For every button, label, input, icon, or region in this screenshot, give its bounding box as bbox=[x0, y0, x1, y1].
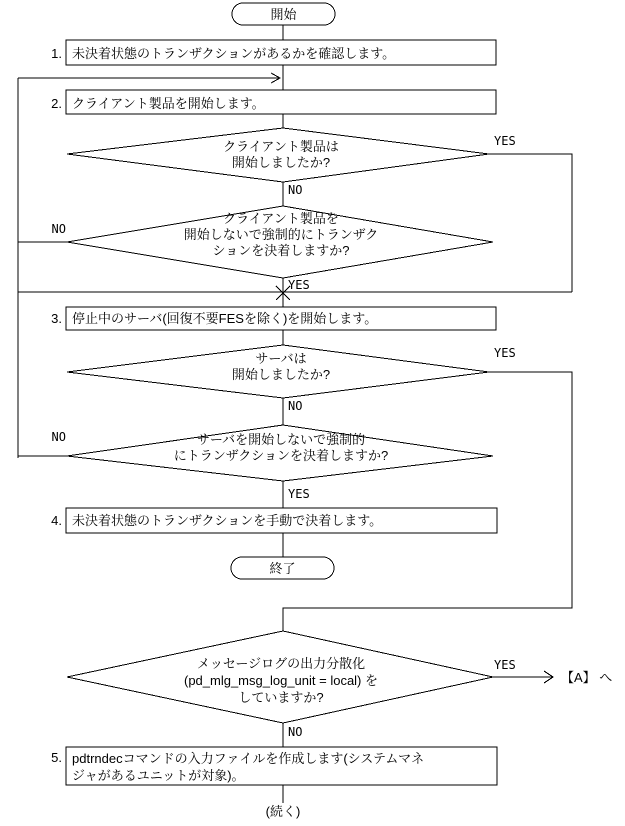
decision-2-line-1: クライアント製品を bbox=[223, 211, 339, 226]
decision-5-line-2: (pd_mlg_msg_log_unit = local) を bbox=[183, 673, 379, 688]
decision-5-no-label: NO bbox=[288, 725, 303, 739]
step-1-text: 未決着状態のトランザクションがあるかを確認します。 bbox=[72, 46, 396, 61]
step-3-text: 停止中のサーバ(回復不要FESを除く)を開始します。 bbox=[72, 311, 378, 326]
decision-4-no-label: NO bbox=[51, 430, 66, 444]
decision-5-line-3: していますか? bbox=[238, 690, 324, 705]
decision-5-text bbox=[61, 655, 501, 706]
decision-3-line-2: 開始しましたか? bbox=[231, 367, 331, 382]
decision-3-no-label: NO bbox=[288, 399, 303, 413]
decision-3-text bbox=[61, 351, 501, 383]
decision-3-yes-label: YES bbox=[494, 346, 516, 360]
decision-1-text bbox=[61, 139, 501, 171]
decision-3-yes-line bbox=[283, 372, 572, 631]
step-1-number: 1. bbox=[51, 46, 62, 61]
decision-1-yes-line bbox=[489, 154, 572, 292]
goto-a-label: 【A】 へ bbox=[561, 670, 613, 685]
step-3-number: 3. bbox=[51, 311, 62, 326]
step-2-number: 2. bbox=[51, 96, 62, 111]
end-label: 終了 bbox=[269, 561, 296, 576]
decision-4-yes-label: YES bbox=[288, 487, 310, 501]
decision-2-text bbox=[61, 211, 501, 259]
step-5-text-line-1: pdtrndecコマンドの入力ファイルを作成します(システムマネ bbox=[72, 751, 425, 766]
step-2-text: クライアント製品を開始します。 bbox=[72, 96, 265, 111]
decision-2-line-3: ションを決着しますか? bbox=[212, 243, 350, 258]
decision-1-line-1: クライアント製品は bbox=[223, 139, 339, 154]
decision-3-line-1: サーバは bbox=[255, 351, 307, 366]
decision-4-text bbox=[61, 432, 501, 464]
decision-5-yes-label: YES bbox=[494, 658, 516, 672]
decision-1-line-2: 開始しましたか? bbox=[231, 155, 331, 170]
step-5-number: 5. bbox=[51, 750, 62, 765]
decision-2-no-label: NO bbox=[51, 222, 66, 236]
decision-4-line-1: サーバを開始しないで強制的 bbox=[196, 432, 366, 447]
step-5-text bbox=[72, 750, 424, 784]
start-label: 開始 bbox=[270, 7, 297, 22]
step-4-number: 4. bbox=[51, 513, 62, 528]
decision-2-yes-label: YES bbox=[288, 278, 310, 292]
decision-2-line-2: 開始しないで強制的にトランザク bbox=[183, 227, 379, 242]
decision-1-no-label: NO bbox=[288, 183, 303, 197]
decision-1-yes-label: YES bbox=[494, 134, 516, 148]
decision-5-line-1: メッセージログの出力分散化 bbox=[196, 656, 366, 671]
continued-label: (続く) bbox=[265, 804, 301, 819]
step-5-text-line-2: ジャがあるユニットが対象)。 bbox=[72, 768, 245, 783]
step-4-text: 未決着状態のトランザクションを手動で決着します。 bbox=[72, 513, 383, 528]
decision-4-line-2: にトランザクションを決着しますか? bbox=[173, 448, 389, 463]
